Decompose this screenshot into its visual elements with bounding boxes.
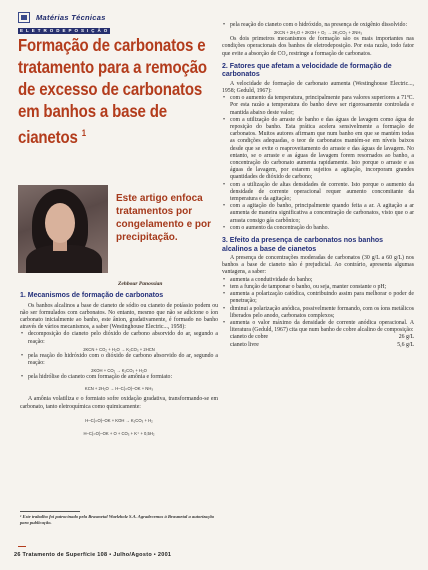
list-item: • diminui a polarização anódica, possivelmente formando, com os íons metálicos liberados pelo anodo, carbonatos complexos; [222, 306, 414, 320]
paragraph: Os banhos alcalinos a base de cianeto de sódio ou cianeto de potássio podem ou não ser formulados com carbonatos. No entanto, mesmo que não se adicione o íon carbonato inicialmente ao banho, este ânion, gradativamente, é formado no banho através de vários mecanismos, a saber (Westinghouse Electric..., 1958): [20, 302, 218, 331]
equation: 2KCN + 2H₂O + 2KOH + O₂ → 2K₂CO₃ + 2NH₃ [273, 30, 363, 36]
list-item: • pela hidrólise do cianeto com formação de amônia e formiato: [20, 374, 218, 381]
footnote: ¹ Este trabalho foi patrocinado pela Brasmetal Waelzholz S.A. Agradecemos à Brasmetal a autorização para publicação. [20, 514, 215, 525]
section-1-heading: 1. Mecanismos de formação de carbonatos [20, 292, 164, 299]
paragraph: A amônia volatiliza e o formiato sofre oxidação gradativa, transformando-se em carbonato, tanto eletroquímica como quimicamente: [20, 396, 218, 410]
list-item: • com a agitação do banho, principalmente quando feita a ar. A agitação a ar aumenta de maneira significativa a concentração de carbonatos, visto que o ar arrasta consigo gás carbônico; [222, 203, 414, 225]
equation: H–C(=O)–OK + KOH → K₂CO₃ + H₂ [85, 417, 153, 423]
author-photo [18, 185, 108, 273]
composition-label: cianeto livre [230, 341, 259, 348]
list-item: • aumenta a condutividade do banho; [222, 277, 414, 284]
composition-row [222, 342, 414, 349]
composition-row [222, 334, 414, 341]
list-item: • com o aumento da concentração do banho. [222, 225, 414, 232]
section-label: Matérias Técnicas [36, 12, 106, 22]
equation: 2KOH + CO₂ → K₂CO₃ + H₂O [91, 368, 147, 374]
paragraph: A presença de concentrações moderadas de carbonatos (30 g/L a 60 g/L) nos banhos a base de cianeto não é prejudicial. Ao contrário, apresenta algumas vantagens, a saber: [222, 255, 414, 276]
equation: 2KCN + CO₂ + H₂O → K₂CO₃ + 2HCN [83, 346, 155, 352]
equation: H–C(=O)–OK + O + CO₃ + K⁺ + 0,5H₂ [83, 430, 155, 436]
section-2-heading: 2. Fatores que afetam a velocidade de formação de carbonatos [222, 62, 392, 79]
list-item: • tem a função de tamponar o banho, ou seja, manter constante o pH; [222, 284, 414, 291]
list-item: • pela reação do hidróxido com o dióxido de carbono absorvido do ar, segundo a reação: [20, 353, 218, 367]
list-item: • decomposição do cianeto pelo dióxido de carbono absorvido do ar, segundo a reação: [20, 331, 218, 345]
title-footnote-mark: 1 [81, 128, 86, 138]
section-header [18, 8, 208, 34]
composition-value: 5,6 g/L [397, 341, 414, 348]
section-3-heading: 3. Efeito da presença de carbonatos nos banhos alcalinos a base de cianetos [222, 237, 384, 253]
article-title-text: Formação de carbonatos e tratamento para a remoção de excesso de carbonatos em banhos a base de cianetos [18, 35, 207, 147]
right-column [222, 22, 414, 349]
list-item: • aumenta o valor máximo da densidade de corrente anódica operacional. A literatura (Geduld, 1967) cita que num banho de cobre alcalino de composição: [222, 320, 414, 334]
list-item: • com o aumento da temperatura, principalmente para valores superiores a 71ºC. Por esta razão a temperatura do banho deve ser rigorosamente controlada e mantida abaixo deste valor; [222, 95, 414, 117]
article-teaser: Este artigo enfoca tratamentos por congelamento e por precipitação. [116, 193, 212, 243]
section-band: ELETRODEPOSIÇÃO [20, 28, 111, 33]
composition-value: 26 g/L [398, 334, 414, 341]
list-item: • com a utilização do arraste de banho e das águas de lavagem como água de reposição do banho. Esta prática acelera sensivelmente a formação de carbonatos. Muitos autores afirmam que num banho em que se mantém todas as condições adequadas, o teor de carbonatos mantém-se em níveis baixos desde que se evite o reaproveitamento do arraste e das águas de lavagem. No entanto, se o arraste e as águas de lavagem forem resornados ao banho, a concentração do carbonato aumenta rapidamente. Isto porque o arraste e as águas de lavagem, por estarem sujeitos a agitação, incorporam grandes quantidades de dióxido de carbono; [222, 117, 414, 182]
author-name: Zehbour Panossian [118, 281, 163, 287]
list-item: • pela reação do cianeto com o hidróxido, na presença de oxigênio dissolvido: [222, 22, 414, 29]
paragraph: A velocidade de formação de carbonato aumenta (Westinghouse Electric..., 1958; Geduld, 1967): [222, 80, 414, 95]
article-title [18, 34, 216, 148]
footer-accent [18, 546, 26, 547]
list-item: • com a utilização de altas densidades de corrente. Isto porque o aumento da densidade de corrente operacional requer aumento concomitante da temperatura e da agitação; [222, 182, 414, 204]
equation: KCN + 2H₂O → H–C(=O)–OK + NH₃ [84, 386, 154, 392]
magazine-logo-icon [18, 12, 30, 23]
page-footer: 26 Tratamento de Superfície 108 • Julho/Agosto • 2001 [14, 552, 172, 558]
paragraph: Os dois primeiros mecanismos de formação são os mais importantes nas condições operacionais dos banhos de eletrodeposição. Por esta razão, todo fator que evite a absorção de CO₂ restringe a formação de carbonatos. [222, 36, 414, 57]
left-column [20, 292, 218, 437]
footnote-divider [20, 511, 80, 512]
composition-label: cianeto de cobre [230, 334, 268, 341]
list-item: • aumenta a polarização catódica, contribuindo assim para melhorar o poder de penetração; [222, 291, 414, 305]
